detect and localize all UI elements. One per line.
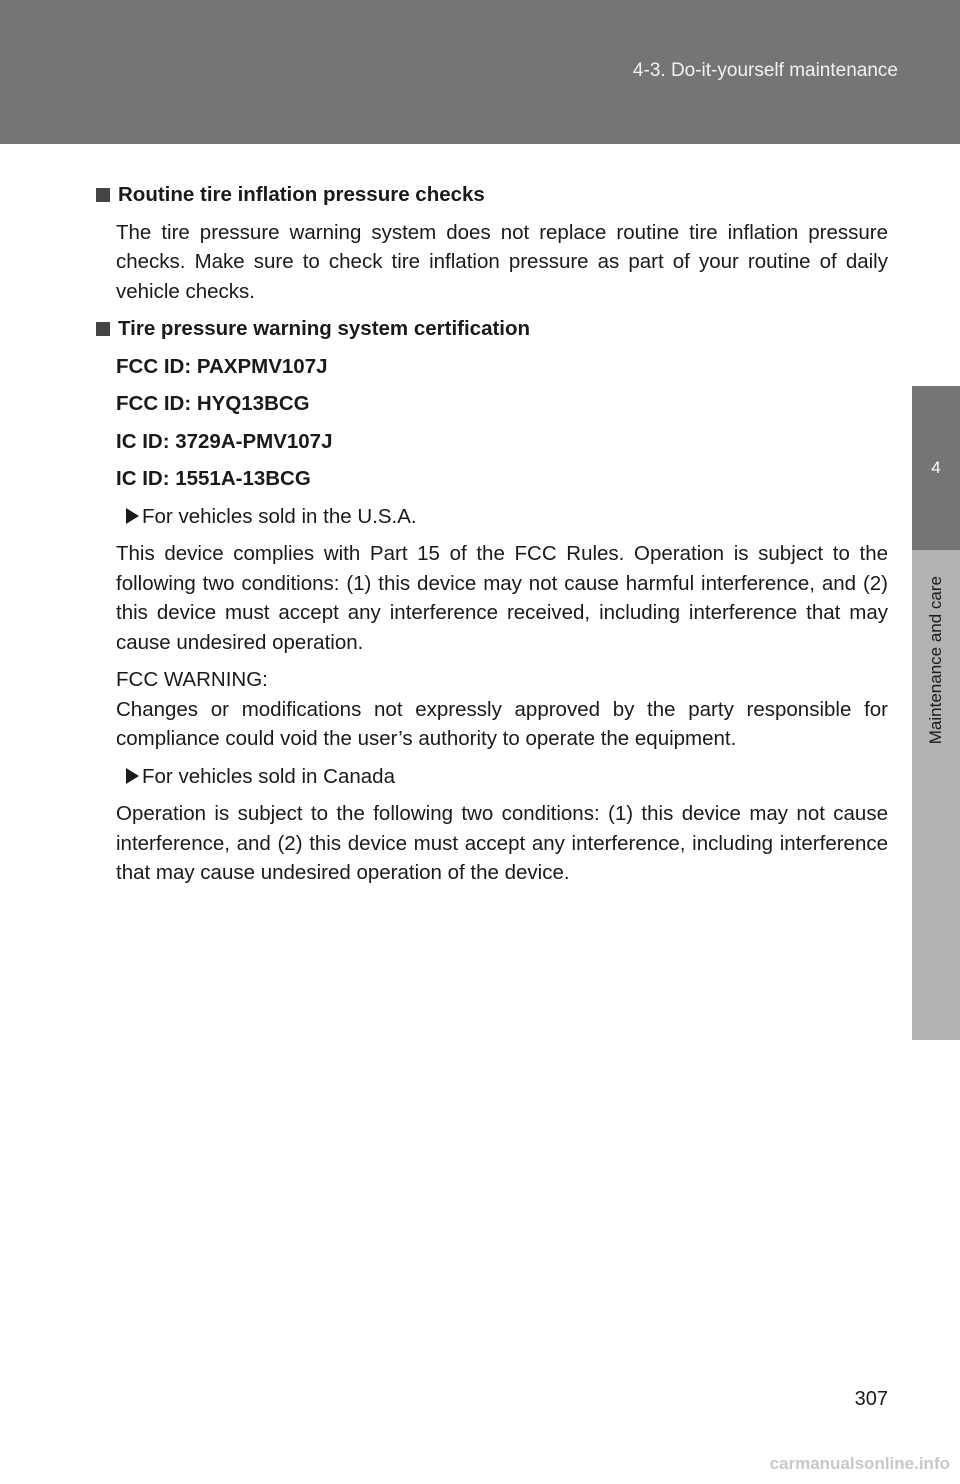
region-canada — [96, 762, 888, 792]
routine-checks-paragraph: The tire pressure warning system does not replace routine tire inflation pressure checks. Make sure to check tire inflation pressure as part of your routine of daily vehicle checks. — [116, 220, 888, 303]
heading-certification — [96, 314, 888, 344]
fcc-warning-paragraph: Changes or modifications not expressly approved by the party responsible for compliance could void the user’s authority to operate the equipment. — [116, 697, 888, 750]
chapter-number: 4 — [931, 458, 941, 477]
watermark: carmanualsonline.info — [769, 1454, 950, 1473]
heading-text: Routine tire inflation pressure checks — [118, 183, 485, 206]
canada-compliance-paragraph: Operation is subject to the following two conditions: (1) this device may not cause interference, and (2) this device must accept any interference, including interference that may cause undesired operation of the device. — [116, 802, 888, 884]
usa-compliance-paragraph: This device complies with Part 15 of the FCC Rules. Operation is subject to the following two conditions: (1) this device may not cause harmful interference, and (2) this device must accept any interference received, including interference that may cause undesired operation. — [116, 542, 888, 654]
right-triangle-icon — [126, 508, 139, 524]
page-content — [96, 180, 888, 896]
region-label: For vehicles sold in the U.S.A. — [142, 504, 417, 528]
chapter-tab-number — [912, 386, 960, 550]
section-title: 4-3. Do-it-yourself maintenance — [632, 60, 898, 81]
fcc-warning-title: FCC WARNING: — [116, 668, 268, 691]
fcc-id-line: FCC ID: PAXPMV107J — [116, 354, 328, 378]
heading-routine-checks — [96, 180, 888, 210]
region-label: For vehicles sold in Canada — [142, 764, 395, 788]
square-bullet-icon — [96, 322, 110, 336]
chapter-tab-label — [912, 550, 960, 1040]
page-number: 307 — [854, 1388, 888, 1410]
chapter-label: Maintenance and care — [926, 576, 945, 745]
heading-text: Tire pressure warning system certification — [118, 317, 531, 340]
square-bullet-icon — [96, 188, 110, 202]
right-triangle-icon — [126, 768, 139, 784]
fcc-id-line: FCC ID: HYQ13BCG — [116, 392, 310, 415]
ic-id-line: IC ID: 1551A-13BCG — [116, 467, 311, 490]
ic-id-line: IC ID: 3729A-PMV107J — [116, 429, 333, 453]
region-usa — [96, 502, 888, 532]
